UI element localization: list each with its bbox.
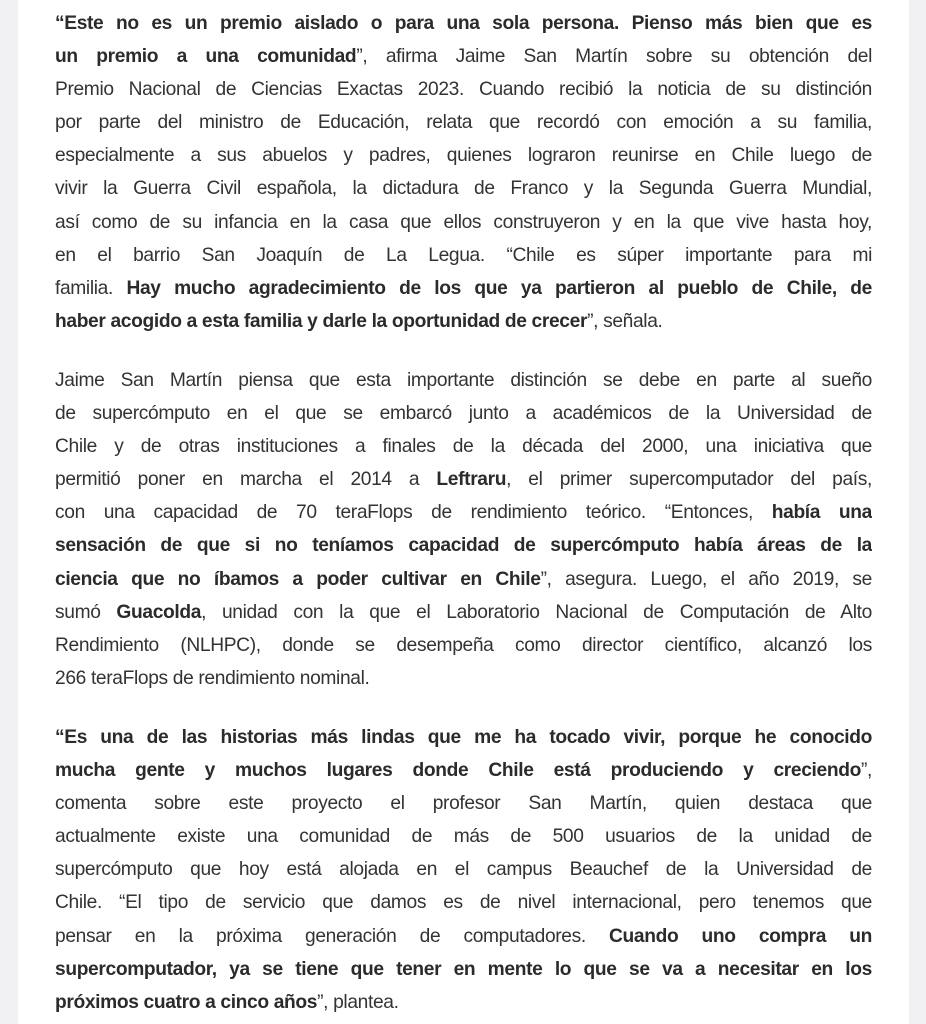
bold-quote-text: próximos cuatro a cinco años [55,991,318,1013]
page-background [18,0,909,1024]
body-text: por parte del ministro de Educación, relata que recordó con emoción a su familia, [55,112,872,134]
body-text: ”, señala. [587,310,663,332]
body-text: Premio Nacional de Ciencias Exactas 2023. Cuando recibió la noticia de su distinción [55,79,872,101]
text-line [55,820,872,853]
text-line [55,7,872,40]
text-line [55,529,872,562]
bold-quote-text: supercomputador, ya se tiene que tener en mente lo que se va a necesitar en los [55,958,872,980]
text-line [55,662,872,695]
text-line [55,721,872,754]
text-line [55,139,872,172]
body-text: Jaime San Martín piensa que esta importante distinción se debe en parte al sueño [55,370,872,391]
text-line [55,239,872,272]
body-text: Chile y de otras instituciones a finales de la década del 2000, una iniciativa que [55,436,872,458]
text-line [55,754,872,787]
bold-quote-text: Hay mucho agradecimiento de los que ya partieron al pueblo de Chile, de [126,277,872,299]
body-text: , el primer supercomputador del país, [506,469,872,491]
text-line [55,73,872,106]
text-line [55,305,872,338]
bold-quote-text: Leftraru [436,469,507,491]
bold-quote-text: Guacolda [116,601,202,623]
text-line [55,397,872,430]
bold-quote-text: Cuando uno compra un [609,925,872,947]
body-text: 266 teraFlops de rendimiento nominal. [55,667,370,689]
body-text: ”, [860,760,872,782]
text-line [55,430,872,463]
body-text: comenta sobre este proyecto el profesor San Martín, quien destaca que [55,793,872,815]
bold-quote-text: un premio a una comunidad [55,46,357,68]
body-text: especialmente a sus abuelos y padres, quienes lograron reunirse en Chile luego de [55,145,872,167]
text-line [55,172,872,205]
body-text: ”, afirma Jaime San Martín sobre su obtención del [356,46,872,68]
body-text: ”, asegura. Luego, el año 2019, se [540,568,872,590]
body-text: en el barrio San Joaquín de La Legua. “Chile es súper importante para mi [55,244,872,266]
text-line [55,596,872,629]
text-line [55,272,872,305]
paragraph-1 [55,7,872,338]
body-text: pensar en la próxima generación de computadores. [55,925,610,947]
text-line [55,920,872,953]
bold-quote-text: haber acogido a esta familia y darle la oportunidad de crecer [55,310,588,332]
text-line [55,986,872,1019]
body-text: así como de su infancia en la casa que ellos construyeron y en la que vive hasta hoy, [55,211,872,233]
text-line [55,40,872,73]
text-line [55,206,872,239]
body-text: permitió poner en marcha el 2014 a [55,469,437,491]
paragraph-3 [55,721,872,1019]
body-text: con una capacidad de 70 teraFlops de rendimiento teórico. “Entonces, [55,502,772,524]
body-text: Chile. “El tipo de servicio que damos es de nivel internacional, pero tenemos que [55,892,872,914]
text-line [55,364,872,397]
bold-quote-text: sensación de que si no teníamos capacidad de supercómputo había áreas de la [55,535,872,557]
bold-quote-text: “Este no es un premio aislado o para una sola persona. Pienso más bien que es [55,13,872,34]
bold-quote-text: había una [771,502,872,524]
text-line [55,886,872,919]
body-text: ”, plantea. [317,991,399,1013]
body-text: vivir la Guerra Civil española, la dictadura de Franco y la Segunda Guerra Mundial, [55,178,872,200]
text-line [55,853,872,886]
body-text: supercómputo que hoy está alojada en el campus Beauchef de la Universidad de [55,859,872,881]
body-text: familia. [55,277,127,299]
text-line [55,787,872,820]
text-line [55,629,872,662]
text-line [55,953,872,986]
body-text: , unidad con la que el Laboratorio Nacional de Computación de Alto [201,601,872,623]
bold-quote-text: mucha gente y muchos lugares donde Chile está produciendo y creciendo [55,760,861,782]
bold-quote-text: “Es una de las historias más lindas que me ha tocado vivir, porque he conocido [55,727,872,748]
text-line [55,106,872,139]
text-line [55,463,872,496]
body-text: Rendimiento (NLHPC), donde se desempeña como director científico, alcanzó los [55,634,872,656]
text-line [55,496,872,529]
body-text: actualmente existe una comunidad de más de 500 usuarios de la unidad de [55,826,872,848]
bold-quote-text: ciencia que no íbamos a poder cultivar en Chile [55,568,541,590]
paragraph-2 [55,364,872,695]
text-line [55,563,872,596]
body-text: sumó [55,601,117,623]
body-text: de supercómputo en el que se embarcó junto a académicos de la Universidad de [55,403,872,425]
